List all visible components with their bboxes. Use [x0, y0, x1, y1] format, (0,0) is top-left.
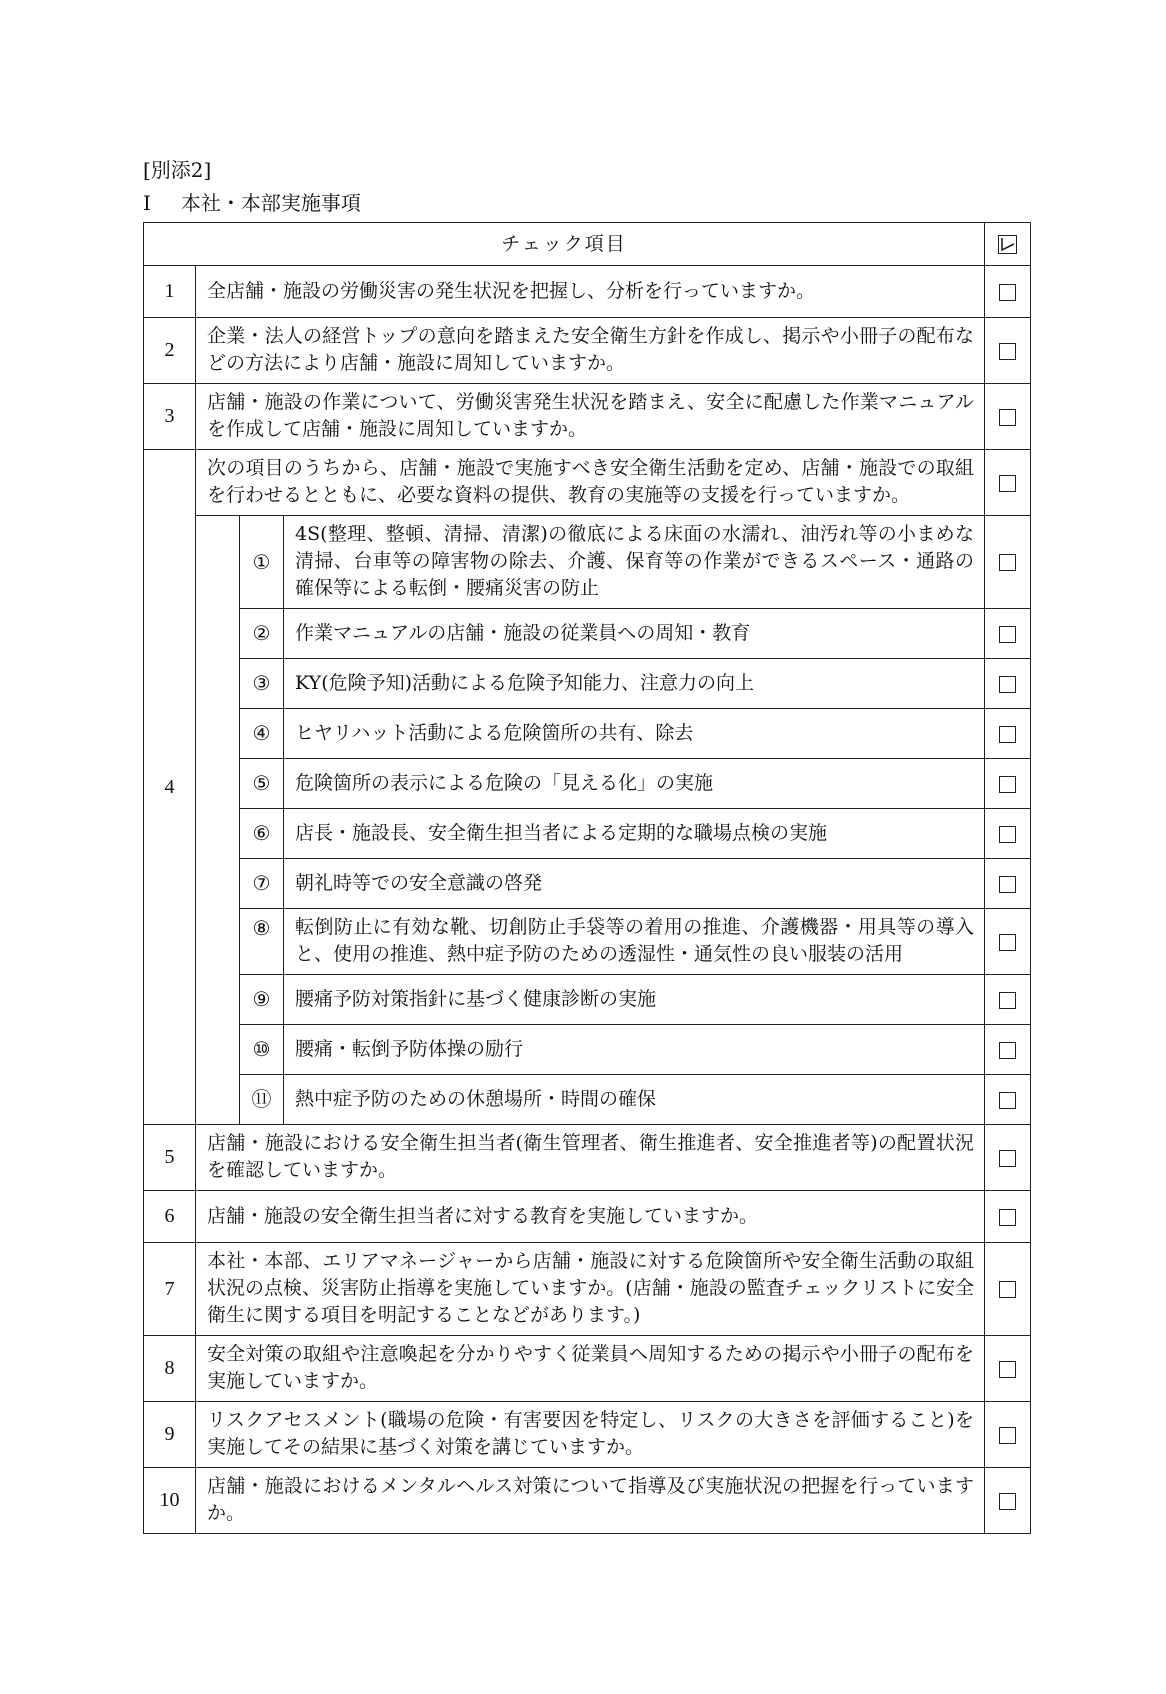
checkbox-cell[interactable]	[985, 266, 1031, 318]
header-label: チェック項目	[144, 223, 985, 266]
checklist-row	[144, 1468, 1031, 1534]
empty-checkbox-icon[interactable]	[999, 826, 1016, 843]
empty-checkbox-icon[interactable]	[999, 1092, 1016, 1109]
item-text: 次の項目のうちから、店舗・施設で実施すべき安全衛生活動を定め、店舗・施設での取組を行わせるとともに、必要な資料の提供、教育の実施等の支援を行っていますか。	[196, 450, 985, 516]
empty-checkbox-icon[interactable]	[999, 475, 1016, 492]
item-text: 店舗・施設におけるメンタルヘルス対策について指導及び実施状況の把握を行っていますか。	[196, 1468, 985, 1534]
empty-checkbox-icon[interactable]	[999, 1361, 1016, 1378]
checkbox-cell[interactable]	[985, 450, 1031, 516]
sub-item-row	[144, 659, 1031, 709]
item-number: 10	[144, 1468, 196, 1534]
checkbox-cell[interactable]	[985, 1468, 1031, 1534]
item-number: 6	[144, 1191, 196, 1243]
sub-item-mark: ③	[240, 659, 284, 709]
checkbox-cell[interactable]	[985, 909, 1031, 975]
item-number: 9	[144, 1402, 196, 1468]
empty-checkbox-icon[interactable]	[999, 934, 1016, 951]
item-text: 店舗・施設の作業について、労働災害発生状況を踏まえ、安全に配慮した作業マニュアルを作成して店舗・施設に周知していますか。	[196, 384, 985, 450]
checkbox-cell[interactable]	[985, 709, 1031, 759]
empty-checkbox-icon[interactable]	[999, 1042, 1016, 1059]
item-number: 7	[144, 1243, 196, 1336]
checklist-table	[143, 222, 1031, 1534]
checklist-row	[144, 1402, 1031, 1468]
sub-item-text: 朝礼時等での安全意識の啓発	[284, 859, 985, 909]
item-text: リスクアセスメント(職場の危険・有害要因を特定し、リスクの大きさを評価すること)を実施してその結果に基づく対策を講じていますか。	[196, 1402, 985, 1468]
sub-item-row	[144, 516, 1031, 609]
header-row	[144, 223, 1031, 266]
sub-item-row	[144, 859, 1031, 909]
empty-checkbox-icon[interactable]	[999, 554, 1016, 571]
section-heading	[143, 189, 361, 217]
item-text: 全店舗・施設の労働災害の発生状況を把握し、分析を行っていますか。	[196, 266, 985, 318]
sub-item-text: 危険箇所の表示による危険の「見える化」の実施	[284, 759, 985, 809]
checkbox-cell[interactable]	[985, 659, 1031, 709]
sub-item-mark: ②	[240, 609, 284, 659]
checkbox-cell[interactable]	[985, 1191, 1031, 1243]
checklist-row	[144, 1243, 1031, 1336]
checkbox-cell[interactable]	[985, 1075, 1031, 1125]
sub-item-row	[144, 609, 1031, 659]
empty-checkbox-icon[interactable]	[999, 1427, 1016, 1444]
item-text: 安全対策の取組や注意喚起を分かりやすく従業員へ周知するための掲示や小冊子の配布を実施していますか。	[196, 1336, 985, 1402]
checkbox-cell[interactable]	[985, 384, 1031, 450]
sub-item-text: 腰痛・転倒予防体操の励行	[284, 1025, 985, 1075]
empty-checkbox-icon[interactable]	[999, 1209, 1016, 1226]
item-text: 本社・本部、エリアマネージャーから店舗・施設に対する危険箇所や安全衛生活動の取組状況の点検、災害防止指導を実施していますか。(店舗・施設の監査チェックリストに安全衛生に関する項目を明記することなどがあります。)	[196, 1243, 985, 1336]
item-text: 店舗・施設における安全衛生担当者(衛生管理者、衛生推進者、安全推進者等)の配置状況を確認していますか。	[196, 1125, 985, 1191]
sub-item-row	[144, 1075, 1031, 1125]
checklist-row	[144, 266, 1031, 318]
checkbox-cell[interactable]	[985, 516, 1031, 609]
sub-item-row	[144, 975, 1031, 1025]
empty-checkbox-icon[interactable]	[999, 409, 1016, 426]
empty-checkbox-icon[interactable]	[999, 1281, 1016, 1298]
item-text: 企業・法人の経営トップの意向を踏まえた安全衛生方針を作成し、掲示や小冊子の配布などの方法により店舗・施設に周知していますか。	[196, 318, 985, 384]
checkbox-cell[interactable]	[985, 1336, 1031, 1402]
empty-checkbox-icon[interactable]	[999, 284, 1016, 301]
checkbox-cell[interactable]	[985, 609, 1031, 659]
sub-item-mark: ⑪	[240, 1075, 284, 1125]
checkbox-cell[interactable]	[985, 759, 1031, 809]
item-number: 3	[144, 384, 196, 450]
sub-item-mark: ⑤	[240, 759, 284, 809]
checkbox-cell[interactable]	[985, 318, 1031, 384]
sub-item-text: 作業マニュアルの店舗・施設の従業員への周知・教育	[284, 609, 985, 659]
empty-checkbox-icon[interactable]	[999, 676, 1016, 693]
section-title: 本社・本部実施事項	[180, 191, 361, 215]
checkbox-cell[interactable]	[985, 859, 1031, 909]
sub-item-text: KY(危険予知)活動による危険予知能力、注意力の向上	[284, 659, 985, 709]
empty-checkbox-icon[interactable]	[999, 1150, 1016, 1167]
indent-spacer	[196, 516, 240, 1125]
sub-item-mark: ⑩	[240, 1025, 284, 1075]
sub-item-row	[144, 809, 1031, 859]
section-numeral: Ⅰ	[143, 191, 151, 215]
sub-item-text: 転倒防止に有効な靴、切創防止手袋等の着用の推進、介護機器・用具等の導入と、使用の推進、熱中症予防のための透湿性・通気性の良い服装の活用	[284, 909, 985, 975]
checkbox-cell[interactable]	[985, 975, 1031, 1025]
sub-item-row	[144, 709, 1031, 759]
sub-item-mark: ④	[240, 709, 284, 759]
empty-checkbox-icon[interactable]	[999, 876, 1016, 893]
sub-item-text: ヒヤリハット活動による危険箇所の共有、除去	[284, 709, 985, 759]
checklist-row	[144, 1125, 1031, 1191]
checkbox-cell[interactable]	[985, 1025, 1031, 1075]
sub-item-row	[144, 759, 1031, 809]
checklist-row	[144, 1336, 1031, 1402]
item-number: 4	[144, 450, 196, 1125]
sub-item-mark: ⑥	[240, 809, 284, 859]
empty-checkbox-icon[interactable]	[999, 726, 1016, 743]
sub-item-text: 熱中症予防のための休憩場所・時間の確保	[284, 1075, 985, 1125]
item-number: 2	[144, 318, 196, 384]
checklist-row	[144, 450, 1031, 516]
empty-checkbox-icon[interactable]	[999, 776, 1016, 793]
item-number: 8	[144, 1336, 196, 1402]
sub-item-text: 4S(整理、整頓、清掃、清潔)の徹底による床面の水濡れ、油汚れ等の小まめな清掃、台車等の障害物の除去、介護、保育等の作業ができるスペース・通路の確保等による転倒・腰痛災害の防止	[284, 516, 985, 609]
empty-checkbox-icon[interactable]	[999, 626, 1016, 643]
checklist-row	[144, 1191, 1031, 1243]
item-number: 5	[144, 1125, 196, 1191]
sub-item-text: 腰痛予防対策指針に基づく健康診断の実施	[284, 975, 985, 1025]
checklist-row	[144, 318, 1031, 384]
empty-checkbox-icon[interactable]	[999, 343, 1016, 360]
checkbox-cell[interactable]	[985, 809, 1031, 859]
header-check-cell	[985, 223, 1031, 266]
checkbox-cell[interactable]	[985, 1402, 1031, 1468]
sub-item-mark: ⑧	[240, 909, 284, 975]
item-text: 店舗・施設の安全衛生担当者に対する教育を実施していますか。	[196, 1191, 985, 1243]
checkbox-cell[interactable]	[985, 1243, 1031, 1336]
sub-item-text: 店長・施設長、安全衛生担当者による定期的な職場点検の実施	[284, 809, 985, 859]
sub-item-mark: ⑨	[240, 975, 284, 1025]
checkbox-cell[interactable]	[985, 1125, 1031, 1191]
empty-checkbox-icon[interactable]	[999, 992, 1016, 1009]
sub-item-mark: ①	[240, 516, 284, 609]
sub-item-mark: ⑦	[240, 859, 284, 909]
sub-item-row	[144, 909, 1031, 975]
checked-box-icon	[998, 235, 1017, 254]
checklist-row	[144, 384, 1031, 450]
item-number: 1	[144, 266, 196, 318]
sub-item-row	[144, 1025, 1031, 1075]
empty-checkbox-icon[interactable]	[999, 1493, 1016, 1510]
attachment-label: [別添2]	[143, 158, 212, 182]
